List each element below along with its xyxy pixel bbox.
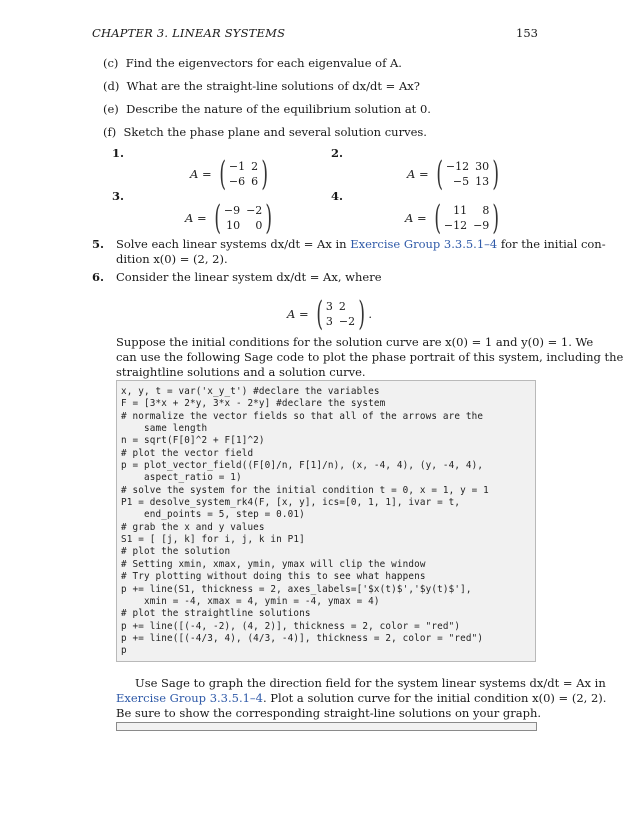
code-line: # normalize the vector fields so that all of the arrows are the	[121, 410, 484, 422]
code-line: # solve the system for the initial condition t = 0, x = 1, y = 1	[121, 484, 489, 496]
code-line: end_points = 5, step = 0.01)	[121, 509, 305, 521]
sage-code-block[interactable]	[116, 380, 536, 662]
matrix-lhs: A =	[407, 166, 429, 181]
matrix-cell: 8	[482, 203, 490, 217]
matrix-ex6	[287, 294, 372, 334]
part-label: (e)	[103, 102, 119, 116]
code-line: # grab the x and y values	[121, 521, 265, 533]
matrix-cell: 11	[453, 203, 468, 217]
code-line: p	[121, 645, 127, 657]
code-line: # plot the straightline solutions	[121, 608, 311, 620]
part-label: (f)	[103, 125, 117, 139]
matrix-3	[185, 198, 276, 238]
left-paren: (	[218, 154, 226, 194]
code-line: p += line(S1, thickness = 2, axes_labels=['$x(t)$','$y(t)$'],	[121, 583, 472, 595]
exercise-6-after-line3: Be sure to show the corresponding straight-line solutions on your graph.	[116, 706, 542, 720]
matrix-1	[190, 154, 271, 194]
matrix-num-3: 3.	[112, 189, 125, 203]
part-e	[103, 102, 431, 117]
matrix-cell: 2	[251, 159, 259, 173]
part-text: What are the straight-line solutions of dx/dt = Ax?	[126, 79, 420, 93]
matrix-cells	[446, 160, 489, 189]
exercise-6-para-line1: Suppose the initial conditions for the solution curve are x(0) = 1 and y(0) = 1. We	[116, 335, 594, 349]
right-paren: )	[492, 198, 500, 238]
code-line: # Try plotting without doing this to see what happens	[121, 571, 426, 583]
matrix-cell: 13	[475, 174, 490, 188]
exercise-6-number: 6.	[92, 270, 105, 284]
code-line: # plot the solution	[121, 546, 231, 558]
code-line: F = [3*x + 2*y, 3*x - 2*y] #declare the system	[121, 398, 386, 410]
code-line: P1 = desolve_system_rk4(F, [x, y], ics=[0, 1, 1], ivar = t,	[121, 497, 461, 509]
right-paren: )	[265, 198, 273, 238]
answer-input-box[interactable]	[116, 722, 537, 731]
matrix-cells	[229, 160, 258, 189]
matrix-cell: −2	[246, 203, 263, 217]
part-d	[103, 79, 420, 94]
exercise-5-line2: dition x(0) = (2, 2).	[116, 252, 228, 266]
matrix-cell: 3	[325, 299, 333, 313]
code-line: p += line([(-4/3, 4), (4/3, -4)], thickness = 2, color = "red")	[121, 632, 484, 644]
page-number: 153	[516, 26, 538, 40]
right-paren: )	[492, 154, 500, 194]
exercise-text: for the initial con-	[497, 237, 606, 251]
part-f	[103, 125, 427, 140]
matrix-cells	[444, 204, 489, 233]
left-paren: (	[315, 294, 323, 334]
code-line: # Setting xmin, xmax, ymin, ymax will clip the window	[121, 558, 426, 570]
left-paren: (	[435, 154, 443, 194]
part-text: Describe the nature of the equilibrium solution at 0.	[126, 102, 431, 116]
part-text: Sketch the phase plane and several solution curves.	[123, 125, 427, 139]
right-paren: )	[358, 294, 366, 334]
matrix-lhs: A =	[405, 210, 427, 225]
code-listing	[121, 386, 535, 658]
matrix-cell: −12	[443, 218, 468, 232]
matrix-cell: −2	[338, 314, 356, 328]
code-line: xmin = -4, xmax = 4, ymin = -4, ymax = 4)	[121, 595, 380, 607]
code-line: p = plot_vector_field((F[0]/n, F[1]/n), (x, -4, 4), (y, -4, 4),	[121, 460, 484, 472]
matrix-cell: 2	[338, 299, 346, 313]
matrix-num-4: 4.	[331, 189, 344, 203]
code-line: p += line([(-4, -2), (4, 2)], thickness = 2, color = "red")	[121, 620, 461, 632]
exercise-text: . Plot a solution curve for the initial condition x(0) = (2, 2).	[263, 691, 607, 705]
matrix-2	[407, 154, 502, 194]
code-line: n = sqrt(F[0]^2 + F[1]^2)	[121, 435, 265, 447]
matrix-cell: −12	[445, 159, 470, 173]
matrix-cell: −6	[228, 174, 246, 188]
right-paren: )	[261, 154, 269, 194]
exercise-5-line1	[116, 237, 606, 252]
exercise-group-link[interactable]: Exercise Group 3.3.5.1–4	[350, 237, 498, 251]
chapter-header: CHAPTER 3. LINEAR SYSTEMS	[92, 26, 286, 40]
matrix-num-2: 2.	[331, 146, 344, 160]
matrix-cell: 3	[325, 314, 333, 328]
matrix-cell: 0	[255, 218, 263, 232]
matrix-cell: −5	[452, 174, 470, 188]
exercise-6-para-line2: can use the following Sage code to plot the phase portrait of this system, including the	[116, 350, 624, 364]
matrix-4	[405, 198, 503, 238]
exercise-text: Solve each linear systems dx/dt = Ax in	[116, 237, 351, 251]
left-paren: (	[433, 198, 441, 238]
matrix-cells	[326, 300, 355, 329]
matrix-cell: 30	[475, 159, 490, 173]
part-label: (d)	[103, 79, 120, 93]
exercise-5-number: 5.	[92, 237, 105, 251]
matrix-lhs: A =	[190, 166, 212, 181]
exercise-6-intro: Consider the linear system dx/dt = Ax, where	[116, 270, 382, 284]
part-c	[103, 56, 402, 71]
exercise-group-link[interactable]: Exercise Group 3.3.5.1–4	[116, 691, 263, 705]
exercise-6-para-line3: straightline solutions and a solution curve.	[116, 365, 366, 379]
matrix-cell: 10	[226, 218, 241, 232]
code-line: x, y, t = var('x_y_t') #declare the variables	[121, 386, 380, 397]
matrix-num-1: 1.	[112, 146, 125, 160]
exercise-6-after-line2	[116, 691, 606, 706]
part-label: (c)	[103, 56, 119, 70]
matrix-lhs: A =	[185, 210, 207, 225]
part-text: Find the eigenvectors for each eigenvalue of A.	[125, 56, 402, 70]
matrix-cell: 6	[251, 174, 259, 188]
matrix-period: .	[368, 306, 373, 321]
matrix-cell: −9	[223, 203, 241, 217]
matrix-cell: −1	[228, 159, 246, 173]
exercise-6-after-line1: Use Sage to graph the direction field for the system linear systems dx/dt = Ax in	[135, 676, 606, 690]
code-line: same length	[121, 423, 208, 435]
matrix-cells	[224, 204, 262, 233]
code-line: # plot the vector field	[121, 447, 254, 459]
code-line: aspect_ratio = 1)	[121, 472, 242, 484]
matrix-lhs: A =	[287, 306, 309, 321]
left-paren: (	[213, 198, 221, 238]
matrix-cell: −9	[473, 218, 490, 232]
code-line: S1 = [ [j, k] for i, j, k in P1]	[121, 534, 305, 546]
